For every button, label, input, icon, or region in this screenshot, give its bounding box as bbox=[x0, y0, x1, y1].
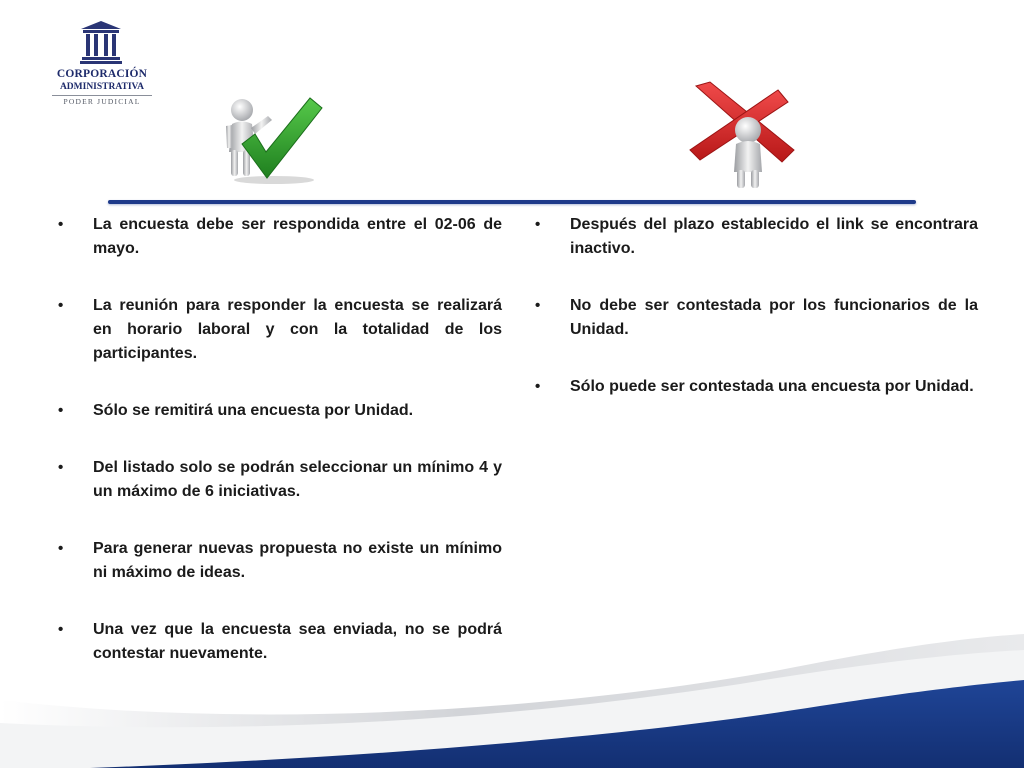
list-item-text: La encuesta debe ser respondida entre el 02-06 de mayo. bbox=[93, 216, 502, 257]
figure-with-checkmark-icon bbox=[222, 94, 332, 186]
bullet: • bbox=[58, 216, 64, 233]
list-item bbox=[54, 537, 502, 585]
list-item-text: Del listado solo se podrán seleccionar un mínimo 4 y un máximo de 6 iniciativas. bbox=[93, 459, 502, 500]
not-allowed-list bbox=[531, 213, 978, 432]
list-item-text: Para generar nuevas propuesta no existe un mínimo ni máximo de ideas. bbox=[93, 540, 502, 581]
logo-tagline: PODER JUDICIAL bbox=[52, 95, 152, 106]
list-item-text: Una vez que la encuesta sea enviada, no se podrá contestar nuevamente. bbox=[93, 621, 502, 662]
list-item bbox=[54, 294, 502, 366]
list-item-text: Sólo se remitirá una encuesta por Unidad. bbox=[93, 402, 414, 419]
logo-subtitle: ADMINISTRATIVA bbox=[59, 82, 145, 92]
bullet: • bbox=[58, 540, 64, 557]
bullet: • bbox=[535, 216, 541, 233]
list-item-text: Después del plazo establecido el link se encontrara inactivo. bbox=[570, 216, 978, 257]
list-item bbox=[531, 375, 978, 399]
list-item bbox=[531, 294, 978, 342]
corporacion-logo bbox=[52, 20, 152, 106]
list-item bbox=[531, 213, 978, 261]
courthouse-icon bbox=[78, 20, 124, 64]
figure-with-cross-icon bbox=[682, 80, 800, 194]
section-divider bbox=[108, 200, 916, 204]
list-item bbox=[54, 456, 502, 504]
bottom-wave-decoration bbox=[0, 588, 1024, 768]
logo-title: CORPORACIÓN bbox=[56, 68, 148, 80]
bullet: • bbox=[58, 621, 64, 638]
bullet: • bbox=[58, 297, 64, 314]
list-item-text: No debe ser contestada por los funcionarios de la Unidad. bbox=[570, 297, 978, 338]
bullet: • bbox=[58, 402, 64, 419]
list-item-text: La reunión para responder la encuesta se realizará en horario laboral y con la totalidad de los participantes. bbox=[93, 297, 502, 362]
bullet: • bbox=[58, 459, 64, 476]
list-item bbox=[54, 213, 502, 261]
list-item bbox=[54, 399, 502, 423]
bullet: • bbox=[535, 378, 541, 395]
bullet: • bbox=[535, 297, 541, 314]
list-item-text: Sólo puede ser contestada una encuesta por Unidad. bbox=[570, 378, 974, 395]
